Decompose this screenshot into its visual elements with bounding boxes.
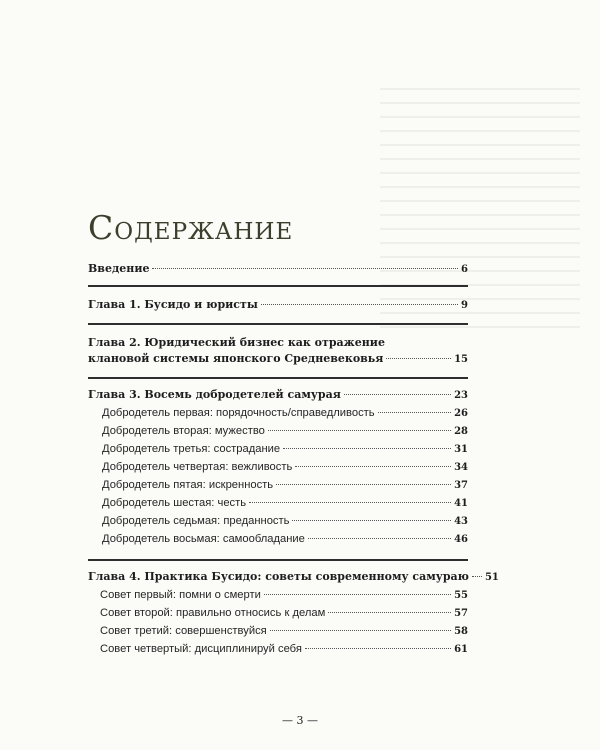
- leader-dots: [261, 304, 458, 305]
- toc-entry-label: Добродетель вторая: мужество: [102, 425, 265, 437]
- toc-entry-page: 31: [454, 444, 468, 455]
- toc-entry-label: Совет первый: помни о смерти: [100, 589, 261, 601]
- toc-entry-label: Добродетель восьмая: самообладание: [102, 533, 305, 545]
- toc-subentry: [100, 642, 468, 657]
- toc-entry-label: Введение: [88, 262, 150, 275]
- toc-entry-page: 28: [454, 426, 468, 437]
- toc-entry-label: Совет третий: совершенствуйся: [100, 625, 267, 637]
- leader-dots: [472, 576, 482, 577]
- toc-entry-page: 46: [454, 534, 468, 545]
- toc-entry-label: Добродетель первая: порядочность/справедливость: [102, 407, 375, 419]
- leader-dots: [152, 268, 458, 269]
- toc-entry-label: Добродетель пятая: искренность: [102, 479, 274, 491]
- toc-entry-label-line1: Глава 2. Юридический бизнес как отражение: [88, 336, 385, 349]
- toc-entry-label: Добродетель шестая: честь: [102, 497, 247, 509]
- leader-dots: [344, 394, 451, 395]
- toc-entry-label: Совет четвертый: дисциплинируй себя: [100, 643, 302, 655]
- leader-dots: [386, 358, 451, 359]
- section-divider: [88, 323, 468, 325]
- toc-entry-page: 34: [454, 462, 468, 473]
- toc-entry-page: 37: [454, 480, 468, 491]
- toc-entry-page: 57: [454, 608, 468, 619]
- toc-subentry: [102, 514, 468, 529]
- toc-entry-page: 43: [454, 516, 468, 527]
- toc-entry-intro: [88, 262, 468, 277]
- toc-entry-chapter-4: [88, 570, 499, 585]
- toc-subentry: [102, 424, 468, 439]
- toc-entry-page: 23: [454, 390, 468, 401]
- leader-dots: [264, 594, 451, 595]
- toc-subentry: [102, 406, 468, 421]
- leader-dots: [292, 520, 451, 521]
- toc-entry-page: 55: [454, 590, 468, 601]
- toc-entry-label: Добродетель третья: сострадание: [102, 443, 281, 455]
- toc-entry-label: Глава 1. Бусидо и юристы: [88, 298, 258, 311]
- leader-dots: [308, 538, 451, 539]
- toc-entry-chapter-2: [88, 335, 468, 368]
- leader-dots: [295, 466, 451, 467]
- toc-subentry: [100, 606, 468, 621]
- toc-entry-page: 15: [454, 354, 468, 365]
- toc-subentry: [102, 460, 468, 475]
- toc-entry-page: 58: [454, 626, 468, 637]
- toc-entry-label: Добродетель седьмая: преданность: [102, 515, 290, 527]
- toc-entry-page: 61: [454, 644, 468, 655]
- page-title: Содержание: [88, 208, 294, 247]
- page-number: — 3 —: [282, 714, 318, 727]
- toc-subentry: [102, 496, 468, 511]
- toc-subentry: [102, 532, 468, 547]
- toc-subentry: [100, 624, 468, 639]
- toc-entry-label: Глава 4. Практика Бусидо: советы современному самураю: [88, 570, 469, 583]
- toc-entry-label: Глава 3. Восемь добродетелей самурая: [88, 388, 341, 401]
- leader-dots: [378, 412, 451, 413]
- leader-dots: [283, 448, 451, 449]
- leader-dots: [328, 612, 451, 613]
- toc-entry-chapter-1: [88, 298, 468, 313]
- toc-entry-label: Добродетель четвертая: вежливость: [102, 461, 293, 473]
- toc-entry-label: Совет второй: правильно относись к делам: [100, 607, 326, 619]
- toc-subentry: [102, 478, 468, 493]
- toc-entry-page: 51: [484, 572, 499, 583]
- section-divider: [88, 377, 468, 379]
- leader-dots: [270, 630, 451, 631]
- toc-entry-chapter-3: [88, 388, 468, 403]
- toc-subentry: [102, 442, 468, 457]
- leader-dots: [305, 648, 451, 649]
- leader-dots: [249, 502, 451, 503]
- toc-entry-page: 26: [454, 408, 468, 419]
- leader-dots: [276, 484, 451, 485]
- toc-entry-page: 9: [461, 300, 468, 311]
- section-divider: [88, 559, 468, 561]
- toc-entry-page: 41: [454, 498, 468, 509]
- toc-entry-page: 6: [461, 264, 468, 275]
- toc-subentry: [100, 588, 468, 603]
- section-divider: [88, 285, 468, 287]
- toc-entry-label-line2: клановой системы японского Средневековья: [88, 352, 384, 365]
- leader-dots: [268, 430, 451, 431]
